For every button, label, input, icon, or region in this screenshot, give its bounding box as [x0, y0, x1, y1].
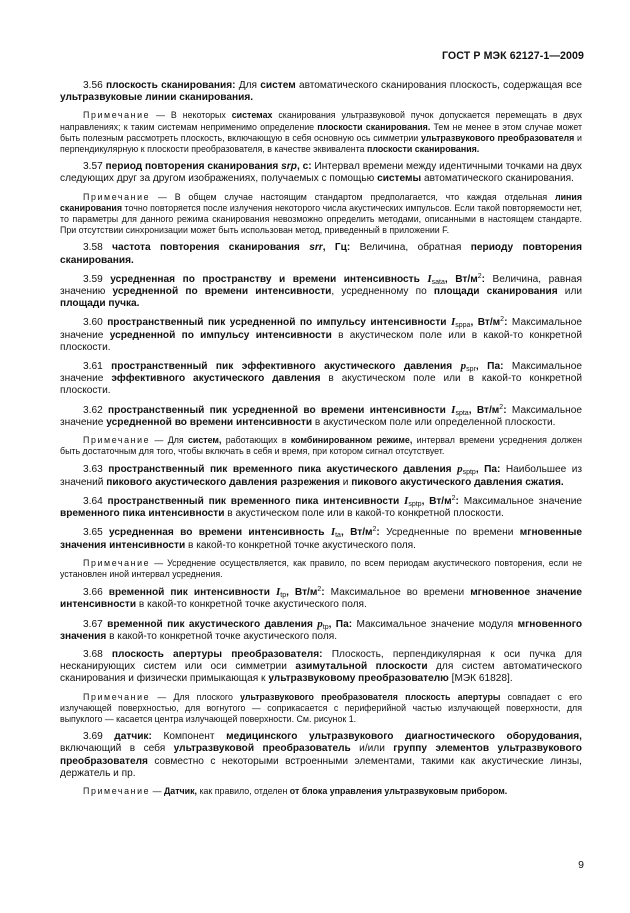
definition-3-59: 3.59 усредненная по пространству и времени интенсивность $I_{sata}$, $Вт/м^2$: Величина, равная значению усредненной по времени интенсивности, усредненному по площади сканирования или площади пучка.	[60, 272, 583, 310]
note-3-68: Примечание — Для плоского ультразвукового преобразователя плоскость апертуры совпадает с его излучающей поверхностью, для вогнутого — соприкасается с периферийной частью излучающей поверхности, для выпуклого — касается центра излучающей поверхности. См. рисунок 1.	[60, 691, 583, 724]
note-label: Примечание	[83, 785, 151, 796]
term: пространственный пик временного пика акустического давления	[108, 464, 458, 476]
definition-3-69: 3.69 датчик: Компонент медицинского ультразвукового диагностического оборудования, включающий в себя ультразвуковой преобразователь и/или группу элементов ультразвукового преобразователя совместно с некоторыми встроенными элементами, такими как акустические линзы, держатель и пр.	[60, 731, 582, 779]
term: пространственный пик усредненной во времени интенсивности	[108, 404, 452, 416]
term: усредненная по пространству и времени интенсивность	[110, 273, 428, 285]
note-label: Примечание	[83, 435, 151, 446]
term: временной пик акустического давления	[107, 618, 318, 630]
definition-3-57: 3.57 период повторения сканирования srp, с: Интервал времени между идентичными точками на двух следующих друг за другом изображениях, получаемых с помощью системы автоматического сканирования.	[60, 161, 582, 185]
definition-3-66: 3.66 временной пик интенсивности $I_{tp}$, $Вт/м^2$: Максимальное во времени мгновенное значение интенсивности в какой-то конкретной точке акустического поля.	[60, 586, 582, 611]
definition-3-61: 3.61 пространственный пик эффективного акустического давления $p_{spr}$, Па: Максимальное значение эффективного акустического давления в акустическом поле или в какой-то конкретной плоскости.	[60, 360, 582, 397]
term: временной пик интенсивности	[108, 587, 276, 599]
definition-3-67: 3.67 временной пик акустического давления $p_{tp}$, Па: Максимальное значение модуля мгновенного значения в какой-то конкретной точке акустического поля.	[60, 617, 583, 642]
note-3-65: Примечание — Усреднение осуществляется, как правило, по всем периодам акустического повторения, если не установлен иной интервал усреднения.	[60, 557, 583, 579]
definition-3-64: 3.64 пространственный пик временного пика интенсивности $I_{sptp}$, $Вт/м^2$: Максимальное значение временного пика интенсивности в акустическом поле или в какой-то конкретной плоскости.	[60, 494, 582, 520]
term: усредненная во времени интенсивность	[109, 527, 331, 539]
document-body	[60, 80, 582, 803]
note-3-69: Примечание — Датчик, как правило, отделен от блока управления ультразвуковым прибором.	[83, 785, 508, 796]
note-label: Примечание	[83, 110, 151, 121]
document-header: ГОСТ Р МЭК 62127-1—2009	[441, 50, 584, 62]
term: пространственный пик эффективного акустического давления	[111, 361, 461, 373]
note-label: Примечание	[83, 691, 151, 702]
term: пространственный пик временного пика интенсивности	[107, 495, 405, 507]
definition-3-68: 3.68 плоскость апертуры преобразователя: Плоскость, перпендикулярная к оси пучка для несканирующих систем или оси симметрии азимутальной плоскости для систем автоматического сканирования и физически примыкающая к ультразвуковому преобразователю [МЭК 61828].	[60, 648, 582, 685]
definition-3-62: 3.62 пространственный пик усредненной во времени интенсивности $I_{spta}$, $Вт/м^2$: Максимальное значение усредненной во времени интенсивности в акустическом поле или определенной плоскости.	[60, 403, 582, 428]
term: частота повторения сканирования	[112, 242, 310, 254]
term: период повторения сканирования	[105, 161, 282, 173]
definition-3-65: 3.65 усредненная во времени интенсивность $I_{ta}$, $Вт/м^2$: Усредненные по времени мгновенные значения интенсивности в какой-то конкретной точке акустического поля.	[60, 526, 582, 551]
note-label: Примечание	[83, 557, 151, 568]
page-number: 9	[578, 859, 584, 871]
term: датчик:	[114, 731, 152, 743]
definition-3-56: 3.56 плоскость сканирования: Для систем автоматического сканирования плоскость, содержащая все ультразвуковые линии сканирования.	[60, 80, 582, 104]
note-3-57: Примечание — В общем случае настоящим стандартом предполагается, что каждая отдельная линия сканирования точно повторяется после излучения некоторого числа акустических импульсов. Если такой повторяемости нет, то параметры для данного режима сканирования невозможно определить методами, описанными в настоящем стандарте. При отсутствии синхронизации может быть использован метод, приведенный в приложении F.	[60, 191, 582, 236]
definition-3-60: 3.60 пространственный пик усредненной по импульсу интенсивности $I_{sppa}$, $Вт/м^2$: Максимальное значение усредненной по импульсу интенсивности в акустическом поле или в какой-то конкретной плоскости.	[60, 316, 582, 353]
note-label: Примечание	[83, 191, 151, 202]
term: плоскость апертуры преобразователя:	[111, 648, 323, 660]
note-3-56: Примечание — В некоторых системах сканирования ультразвуковой пучок допускается перемещать в двух направлениях; к таким системам неприменимо определение плоскости сканирования. Тем не менее в этом случае может быть полезным рассмотреть плоскость, включающую в себя основную ось симметрии ультразвукового преобразователя и перпендикулярную к плоскости преобразователя, в качестве эквивалента плоскости сканирования.	[60, 110, 583, 155]
definition-3-58: 3.58 частота повторения сканирования srr, Гц: Величина, обратная периоду повторения сканирования.	[60, 242, 582, 266]
term: плоскость сканирования:	[105, 80, 236, 91]
note-3-62: Примечание — Для систем, работающих в комбинированном режиме, интервал времени усреднения должен быть достаточным для того, чтобы включать в себя и время, при котором сигнал отсутствует.	[60, 435, 582, 457]
term: пространственный пик усредненной по импульсу интенсивности	[107, 317, 451, 329]
definition-3-63: 3.63 пространственный пик временного пика акустического давления $p_{sptp}$, Па: Наибольшее из значений пикового акустического давления разрежения и пикового акустического давления сжатия.	[60, 463, 583, 488]
